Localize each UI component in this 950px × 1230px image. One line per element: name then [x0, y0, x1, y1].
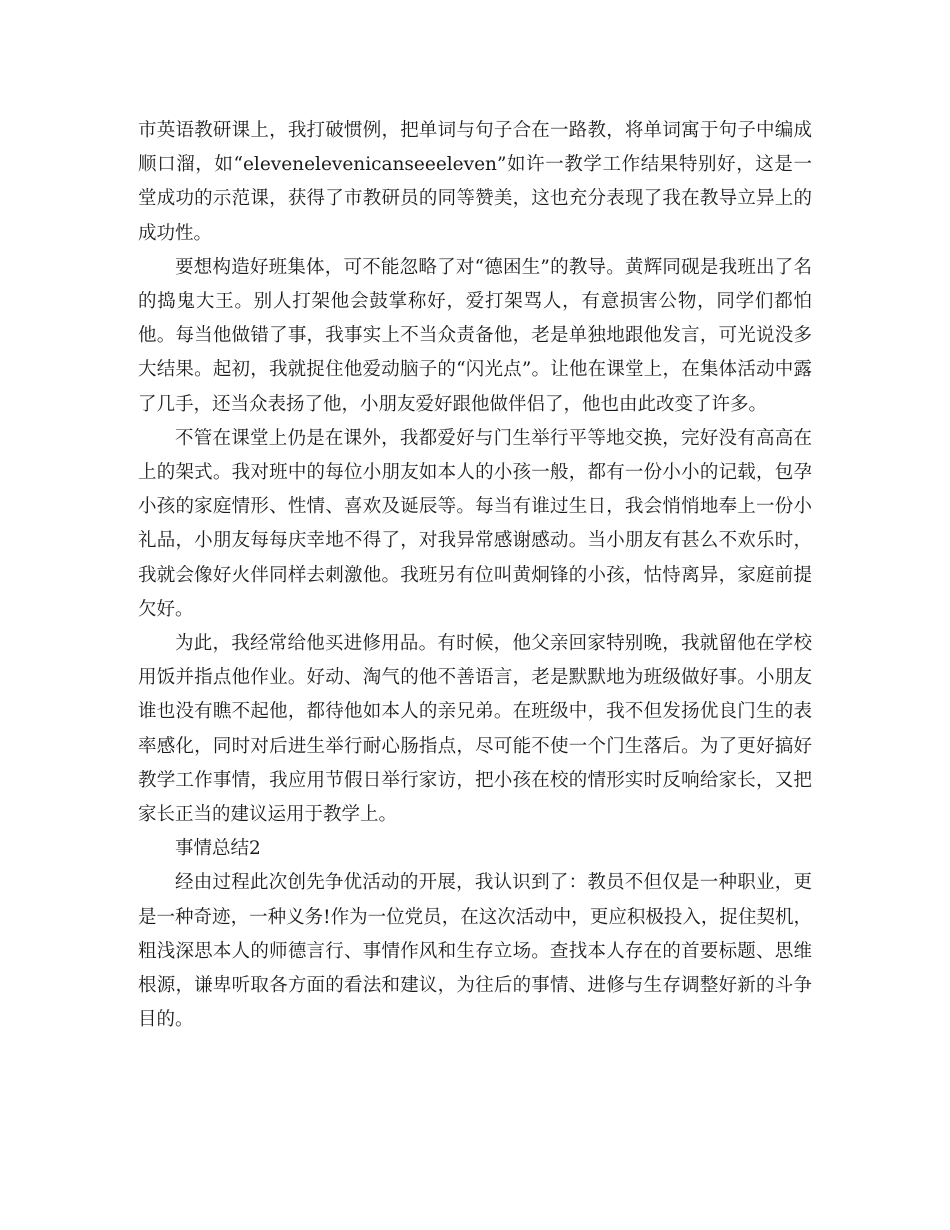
document-body: [138, 114, 812, 1037]
paragraph: 要想构造好班集体，可不能忽略了对“德困生”的教导。黄辉同砚是我班出了名的捣鬼大王。别人打架他会鼓掌称好，爱打架骂人，有意损害公物，同学们都怕他。每当他做错了事，我事实上不当众责备他，老是单独地跟他发言，可光说没多大结果。起初，我就捉住他爱动脑子的“闪光点”。让他在课堂上，在集体活动中露了几手，还当众表扬了他，小朋友爱好跟他做伴侣了，他也由此改变了许多。: [138, 256, 812, 415]
paragraph-continued: 市英语教研课上，我打破惯例，把单词与句子合在一路教，将单词寓于句子中编成顺口溜，如“elevenelevenicanseeeleven”如许一教学工作结果特别好，这是一堂成功的示范课，获得了市教研员的同等赞美，这也充分表现了我在教导立异上的成功性。: [138, 120, 812, 244]
paragraph: 不管在课堂上仍是在课外，我都爱好与门生举行平等地交换，完好没有高高在上的架式。我对班中的每位小朋友如本人的小孩一般，都有一份小小的记载，包孕小孩的家庭情形、性情、喜欢及诞辰等。每当有谁过生日，我会悄悄地奉上一份小礼品，小朋友每每庆幸地不得了，对我异常感谢感动。当小朋友有甚么不欢乐时，我就会像好火伴同样去刺激他。我班另有位叫黄炯锋的小孩，怙恃离异，家庭前提欠好。: [138, 427, 812, 620]
paragraph: 为此，我经常给他买进修用品。有时候，他父亲回家特别晚，我就留他在学校用饭并指点他作业。好动、淘气的他不善语言，老是默默地为班级做好事。小朋友谁也没有瞧不起他，都待他如本人的亲兄弟。在班级中，我不但发扬优良门生的表率感化，同时对后进生举行耐心肠指点，尽可能不使一个门生落后。为了更好搞好教学工作事情，我应用节假日举行家访，把小孩在校的情形实时反响给家长，又把家长正当的建议运用于教学上。: [138, 633, 812, 826]
section-heading: 事情总结2: [175, 838, 261, 860]
paragraph: 经由过程此次创先争优活动的开展，我认识到了：教员不但仅是一种职业，更是一种奇迹，一种义务!作为一位党员，在这次活动中，更应积极投入，捉住契机，粗浅深思本人的师德言行、事情作风和生存立场。查找本人存在的首要标题、思维根源，谦卑听取各方面的看法和建议，为往后的事情、进修与生存调整好新的斗争目的。: [138, 872, 812, 1031]
